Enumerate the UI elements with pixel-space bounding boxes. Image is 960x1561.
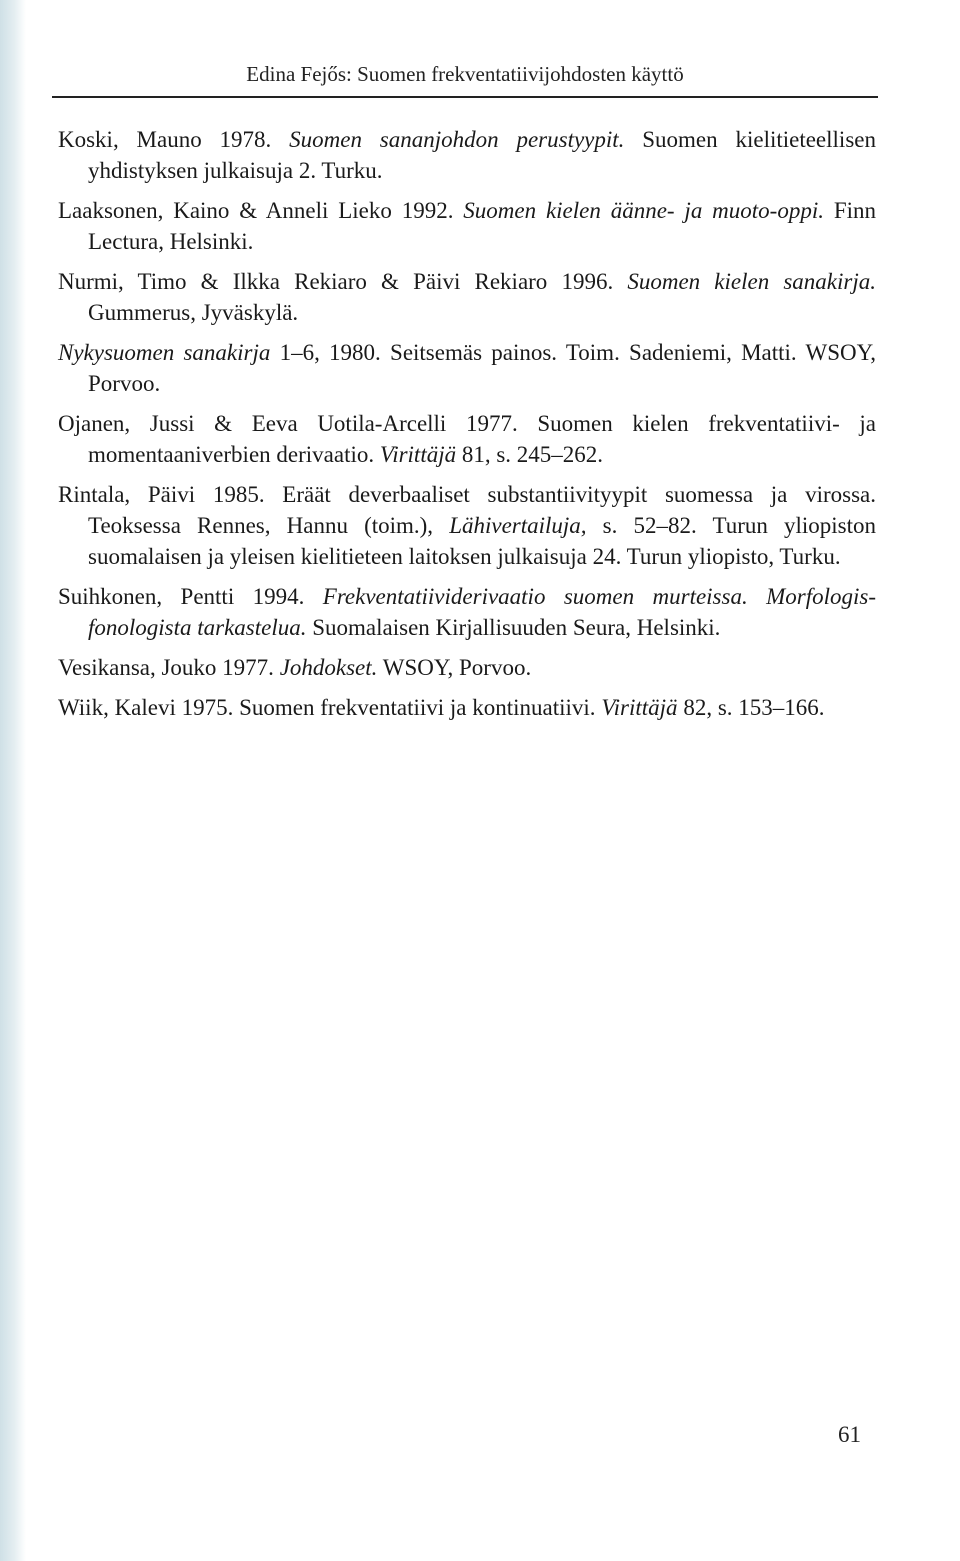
reference-lead: Laaksonen, Kaino & Anneli Lieko 1992.: [58, 198, 464, 223]
reference-entry: [58, 195, 876, 257]
scan-edge: [0, 0, 26, 1561]
page-number: 61: [838, 1422, 861, 1447]
reference-title: Frekventatiividerivaatio suomen murteissa. Morfologis-fonologista tarkastelua.: [88, 584, 876, 640]
reference-entry: [58, 581, 876, 643]
reference-entry: [58, 124, 876, 186]
reference-entry: [58, 337, 876, 399]
reference-title: Lähivertailuja,: [449, 513, 587, 538]
reference-tail: Suomalaisen Kirjallisuuden Seura, Helsinki.: [306, 615, 721, 640]
reference-title: Nykysuomen sanakirja: [58, 340, 271, 365]
reference-lead: Rintala, Päivi 1985. Eräät deverbaaliset substantiivityypit suomessa ja virossa. Teoksessa Rennes, Hannu (toim.),: [58, 482, 876, 538]
reference-entry: [58, 652, 876, 683]
reference-tail: s. 52–82. Turun yliopiston suomalaisen ja yleisen kielitieteen laitoksen julkaisuja 24. Turun yliopisto, Turku.: [88, 513, 877, 569]
running-header: Edina Fejős: Suomen frekventatiivijohdosten käyttö: [246, 62, 684, 86]
reference-lead: Nurmi, Timo & Ilkka Rekiaro & Päivi Rekiaro 1996.: [58, 269, 628, 294]
reference-entry: [58, 692, 876, 723]
reference-lead: Wiik, Kalevi 1975. Suomen frekventatiivi ja kontinuatiivi.: [58, 695, 602, 720]
reference-title: Virittäjä: [379, 442, 457, 467]
reference-tail: Finn Lectura, Helsinki.: [88, 198, 877, 254]
reference-tail: WSOY, Porvoo.: [377, 655, 532, 680]
header-rule: [52, 96, 878, 98]
reference-title: Johdokset.: [279, 655, 378, 680]
reference-tail: 82, s. 153–166.: [677, 695, 825, 720]
reference-title: Suomen kielen sanakirja.: [627, 269, 876, 294]
reference-entry: [58, 479, 876, 572]
reference-list: [58, 124, 876, 732]
reference-lead: Suihkonen, Pentti 1994.: [58, 584, 323, 609]
reference-title: Suomen kielen äänne- ja muoto-oppi.: [463, 198, 824, 223]
reference-tail: 1–6, 1980. Seitsemäs painos. Toim. Sadeniemi, Matti. WSOY, Porvoo.: [88, 340, 876, 396]
reference-entry: [58, 408, 876, 470]
reference-lead: Ojanen, Jussi & Eeva Uotila-Arcelli 1977. Suomen kielen frekventatiivi- ja momentaaniverbien derivaatio.: [58, 411, 876, 467]
reference-title: Suomen sananjohdon perustyypit.: [289, 127, 625, 152]
reference-entry: [58, 266, 876, 328]
reference-tail: Suomen kielitieteellisen yhdistyksen julkaisuja 2. Turku.: [88, 127, 876, 183]
reference-tail: Gummerus, Jyväskylä.: [88, 300, 299, 325]
reference-title: Virittäjä: [601, 695, 678, 720]
reference-lead: Vesikansa, Jouko 1977.: [58, 655, 280, 680]
reference-tail: 81, s. 245–262.: [456, 442, 604, 467]
reference-lead: Koski, Mauno 1978.: [58, 127, 290, 152]
